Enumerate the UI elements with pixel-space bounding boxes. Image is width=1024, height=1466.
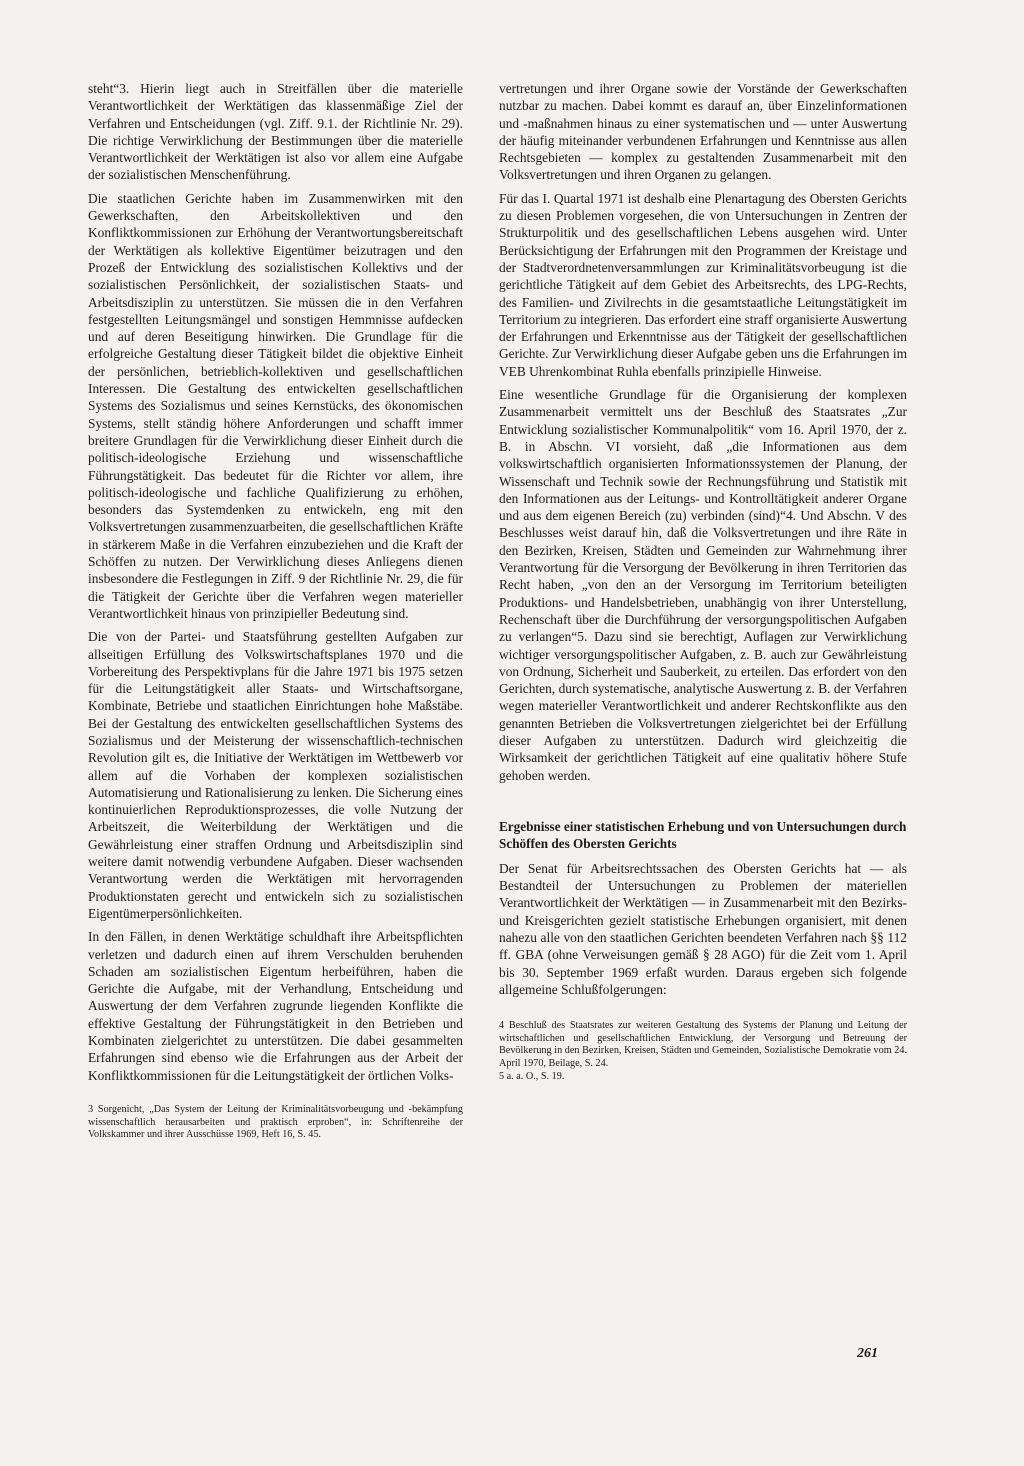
- paragraph: Der Senat für Arbeitsrechtssachen des Obersten Gerichts hat — als Bestandteil der Untersuchungen zu Problemen der materiellen Verantwortlichkeit der Werktätigen — in Zusammenarbeit mit den Bezirks- und Kreisgerichten gezielt statistische Erhebungen organisiert, mit denen nahezu alle von den staatlichen Gerichten beendeten Verfahren nach §§ 112 ff. GBA (ohne Verweisungen gemäß § 28 AGO) für die Zeit vom 1. April bis 30. September 1969 erfaßt wurden. Daraus ergeben sich folgende allgemeine Schlußfolgerungen:: [499, 860, 907, 997]
- paragraph: Die von der Partei- und Staatsführung gestellten Aufgaben zur allseitigen Erfüllung des Volkswirtschaftsplanes 1970 und die Vorbereitung des Perspektivplans für die Jahre 1971 bis 1975 setzen für die Leitungstätigkeit aller Staats- und Wirtschaftsorgane, Kombinate, Betriebe und staatlichen Einrichtungen hohe Maßstäbe. Bei der Gestaltung des entwickelten gesellschaftlichen Systems des Sozialismus und der Meisterung der wissenschaftlich-technischen Revolution gilt es, die Initiative der Werktätigen im Wettbewerb vor allem auf die Vorhaben der komplexen sozialistischen Automatisierung und Rationalisierung zu lenken. Die Sicherung eines kontinuierlichen Reproduktionsprozesses, die volle Nutzung der Arbeitszeit, die Weiterbildung der Werktätigen und die Gewährleistung einer straffen Ordnung und Arbeitsdisziplin sind weitere damit notwendig verbundene Aufgaben. Dieser wachsenden Verantwortung werden die Werktätigen mit hervorragenden Produktionstaten gerecht und entwickeln sich zu sozialistischen Eigentümerpersönlichkeiten.: [88, 629, 463, 921]
- footnotes-left: [88, 1104, 463, 1142]
- page-number: 261: [857, 1346, 878, 1361]
- footnote-5: 5 a. a. O., S. 19.: [499, 1070, 565, 1082]
- footnotes-right: [499, 1020, 907, 1083]
- paragraph: vertretungen und ihrer Organe sowie der Vorstände der Gewerkschaften nutzbar zu machen. Dabei kommt es darauf an, über Einzelinformationen und -maßnahmen hinaus zu einer systematischen und — unter Auswertung der häufig miteinander verbundenen Erfahrungen und Kenntnisse aus allen Rechtsgebieten — komplex zu gestaltenden Zusammenarbeit mit den Volksvertretungen und ihren Organen zu gelangen.: [499, 81, 907, 183]
- paragraph: Die staatlichen Gerichte haben im Zusammenwirken mit den Gewerkschaften, den Arbeitskollektiven und den Konfliktkommissionen zur Erhöhung der Verantwortungsbereitschaft der Werktätigen als kollektive Eigentümer beizutragen und den Prozeß der Entwicklung des sozialistischen Kollektivs und der sozialistischen Persönlichkeit, der sozialistischen Staats- und Arbeitsdisziplin zu unterstützen. Sie müssen die in den Verfahren festgestellten Leitungsmängel und sonstigen Hemmnisse aufdecken und auf deren Beseitigung hinwirken. Die Grundlage für die erfolgreiche Gestaltung dieser Tätigkeit bildet die objektive Einheit der persönlichen, betrieblich-kollektiven und gesellschaftlichen Interessen. Die Gestaltung des entwickelten gesellschaftlichen Systems des Sozialismus und seines Kernstücks, des ökonomischen Systems, stellt ständig höhere Anforderungen und schafft immer breitere Grundlagen für die Verwirklichung dieser Einheit durch die politisch-ideologische Erziehung und wissenschaftliche Führungstätigkeit. Das bedeutet für die Richter vor allem, ihre politisch-ideologische und fachliche Qualifizierung zu erhöhen, besonders das Systemdenken zu entwickeln, eng mit den Volksvertretungen zusammenzuarbeiten, die gesellschaftlichen Kräfte in stärkerem Maße in die Verfahren einzubeziehen und die Kraft der Schöffen zu nutzen. Der Verwirklichung dieses Anliegens dienen insbesondere die Festlegungen in Ziff. 9 der Richtlinie Nr. 29, die für die Tätigkeit der Gerichte über die Verfahren wegen materieller Verantwortlichkeit hinaus von prinzipieller Bedeutung sind.: [88, 190, 463, 621]
- paragraph: Für das I. Quartal 1971 ist deshalb eine Plenartagung des Obersten Gerichts zu diesen Problemen vorgesehen, die von Untersuchungen in Zentren der Strukturpolitik und des gesellschaftlichen Lebens ausgehen wird. Unter Berücksichtigung der Erfahrungen mit den Programmen der Kreistage und der Stadtverordnetenversammlungen zur Kriminalitätsvorbeugung ist die gerichtliche Tätigkeit auf dem Gebiet des Arbeitsrechts, des LPG-Rechts, des Familien- und Zivilrechts in die gesamtstaatliche Leitungstätigkeit im Territorium zu integrieren. Das erfordert eine straff organisierte Auswertung der Erfahrungen und Erkenntnisse aus der Tätigkeit der gesellschaftlichen Gerichte. Zur Verwirklichung dieser Aufgabe geben uns die Erfahrungen im VEB Uhrenkombinat Ruhla ebenfalls prinzipielle Hinweise.: [499, 190, 907, 379]
- left-column: [88, 80, 463, 1142]
- footnote-3: 3 Sorgenicht, „Das System der Leitung der Kriminalitätsvorbeugung und -bekämpfung wissenschaftlich herausarbeiten und praktisch erproben“, in: Schriftenreihe der Volkskammer und ihrer Ausschüsse 1969, Heft 16, S. 45.: [88, 1103, 463, 1141]
- footnote-4: 4 Beschluß des Staatsrates zur weiteren Gestaltung des Systems der Planung und Leitung der wirtschaftlichen und gesellschaftlichen Entwicklung, der Versorgung und Betreuung der Bevölkerung in den Bezirken, Kreisen, Städten und Gemeinden, Sozialistische Demokratie vom 24. April 1970, Beilage, S. 24.: [499, 1020, 907, 1070]
- paragraph: steht“3. Hierin liegt auch in Streitfällen über die materielle Verantwortlichkeit der Werktätigen das klassenmäßige Ziel der Verfahren und Entscheidungen (vgl. Ziff. 9.1. der Richtlinie Nr. 29). Die richtige Verwirklichung der Bestimmungen über die materielle Verantwortlichkeit der Werktätigen ist also vor allem eine Aufgabe der sozialistischen Menschenführung.: [88, 81, 463, 183]
- right-column: [499, 80, 907, 1083]
- section-heading: Ergebnisse einer statistischen Erhebung und von Untersuchungen durch Schöffen des Obersten Gerichts: [499, 818, 907, 851]
- paragraph: In den Fällen, in denen Werktätige schuldhaft ihre Arbeitspflichten verletzen und dadurch einen auf ihrem Verschulden beruhenden Schaden am sozialistischen Eigentum herbeiführen, haben die Gerichte die Aufgabe, mit der Verhandlung, Entscheidung und Auswertung der dem Verfahren zugrunde liegenden Konflikte die effektive Gestaltung der Führungstätigkeit in den Betrieben und Kombinaten zielgerichtet zu unterstützen. Die dabei gesammelten Erfahrungen sind ebenso wie die Erfahrungen aus der Arbeit der Konfliktkommissionen für die Leitungstätigkeit der örtlichen Volks-: [88, 929, 463, 1083]
- paragraph: Eine wesentliche Grundlage für die Organisierung der komplexen Zusammenarbeit vermittelt uns der Beschluß des Staatsrates „Zur Entwicklung sozialistischer Kommunalpolitik“ vom 16. April 1970, der z. B. in Abschn. VI vorsieht, daß „die Informationen aus dem volkswirtschaftlich organisierten Informationssystemen der Planung, der Wissenschaft und Technik sowie der Rechnungsführung und Statistik mit den Informationen aus der Leitungs- und Kontrolltätigkeit anderer Organe und aus dem eigenen Bereich (zu) verbinden (sind)“4. Und Abschn. V des Beschlusses weist darauf hin, daß die Volksvertretungen und ihre Räte in den Bezirken, Kreisen, Städten und Gemeinden zur Wahrnehmung ihrer Verantwortung für die Versorgung der Bevölkerung in ihren Territorien das Recht haben, „von den an der Versorgung im Territorium beteiligten Produktions- und Handelsbetrieben, unabhängig von ihrer Unterstellung, Rechenschaft über die Durchführung der versorgungspolitischen Aufgaben zu verlangen“5. Dazu sind sie berechtigt, Auflagen zur Verwirklichung wichtiger versorgungspolitischer Aufgaben, z. B. auch zur Gewährleistung von Ordnung, Sicherheit und Sauberkeit, zu erteilen. Das erfordert von den Gerichten, durch systematische, analytische Auswertung z. B. der Verfahren wegen materieller Verantwortlichkeit und anderer Rechtskonflikte aus den genannten Betrieben die Volksvertretungen zielgerichtet bei der Erfüllung dieser Aufgaben zu unterstützen. Dadurch wird gleichzeitig die Wirksamkeit der gerichtlichen Tätigkeit auf eine qualitativ höhere Stufe gehoben werden.: [499, 387, 907, 783]
